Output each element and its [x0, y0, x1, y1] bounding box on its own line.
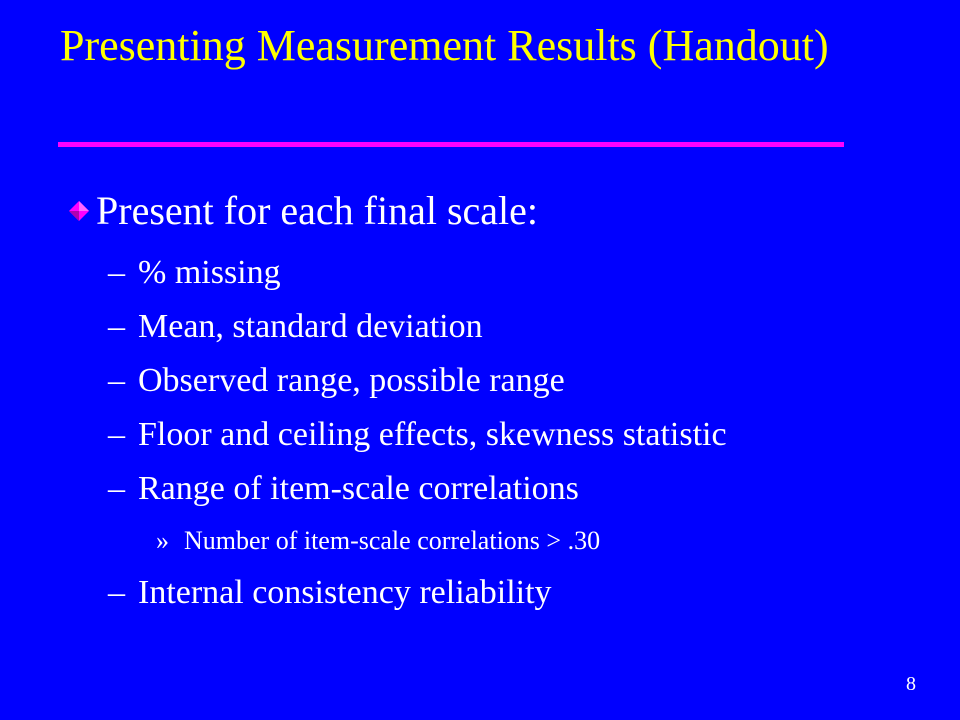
page-number: 8 [906, 673, 916, 695]
list-item-text: Internal consistency reliability [138, 574, 552, 611]
list-item-text: Range of item-scale correlations [138, 470, 579, 507]
list-item [108, 566, 727, 620]
list-item-text: Mean, standard deviation [138, 308, 483, 345]
dash-marker: – [108, 362, 125, 399]
list-item-text: Observed range, possible range [138, 362, 565, 399]
dash-marker: – [108, 254, 125, 291]
list-item-text: % missing [138, 254, 281, 291]
sub-list-item-text: Number of item-scale correlations > .30 [184, 526, 601, 555]
list-item [108, 462, 727, 516]
dash-marker: – [108, 308, 125, 345]
sub-item-list [108, 246, 727, 620]
list-item [108, 246, 727, 300]
main-bullet-text: Present for each final scale: [96, 188, 539, 233]
sub-list-item [108, 516, 727, 566]
dash-marker: – [108, 470, 125, 507]
list-item-text: Floor and ceiling effects, skewness statistic [138, 416, 727, 453]
diamond-bullet-icon [68, 186, 96, 236]
slide-title: Presenting Measurement Results (Handout) [60, 21, 829, 70]
main-bullet [68, 186, 538, 236]
title-divider [58, 142, 844, 147]
list-item [108, 408, 727, 462]
dash-marker: – [108, 574, 125, 611]
list-item [108, 354, 727, 408]
raquo-marker: » [156, 526, 169, 555]
list-item [108, 300, 727, 354]
dash-marker: – [108, 416, 125, 453]
